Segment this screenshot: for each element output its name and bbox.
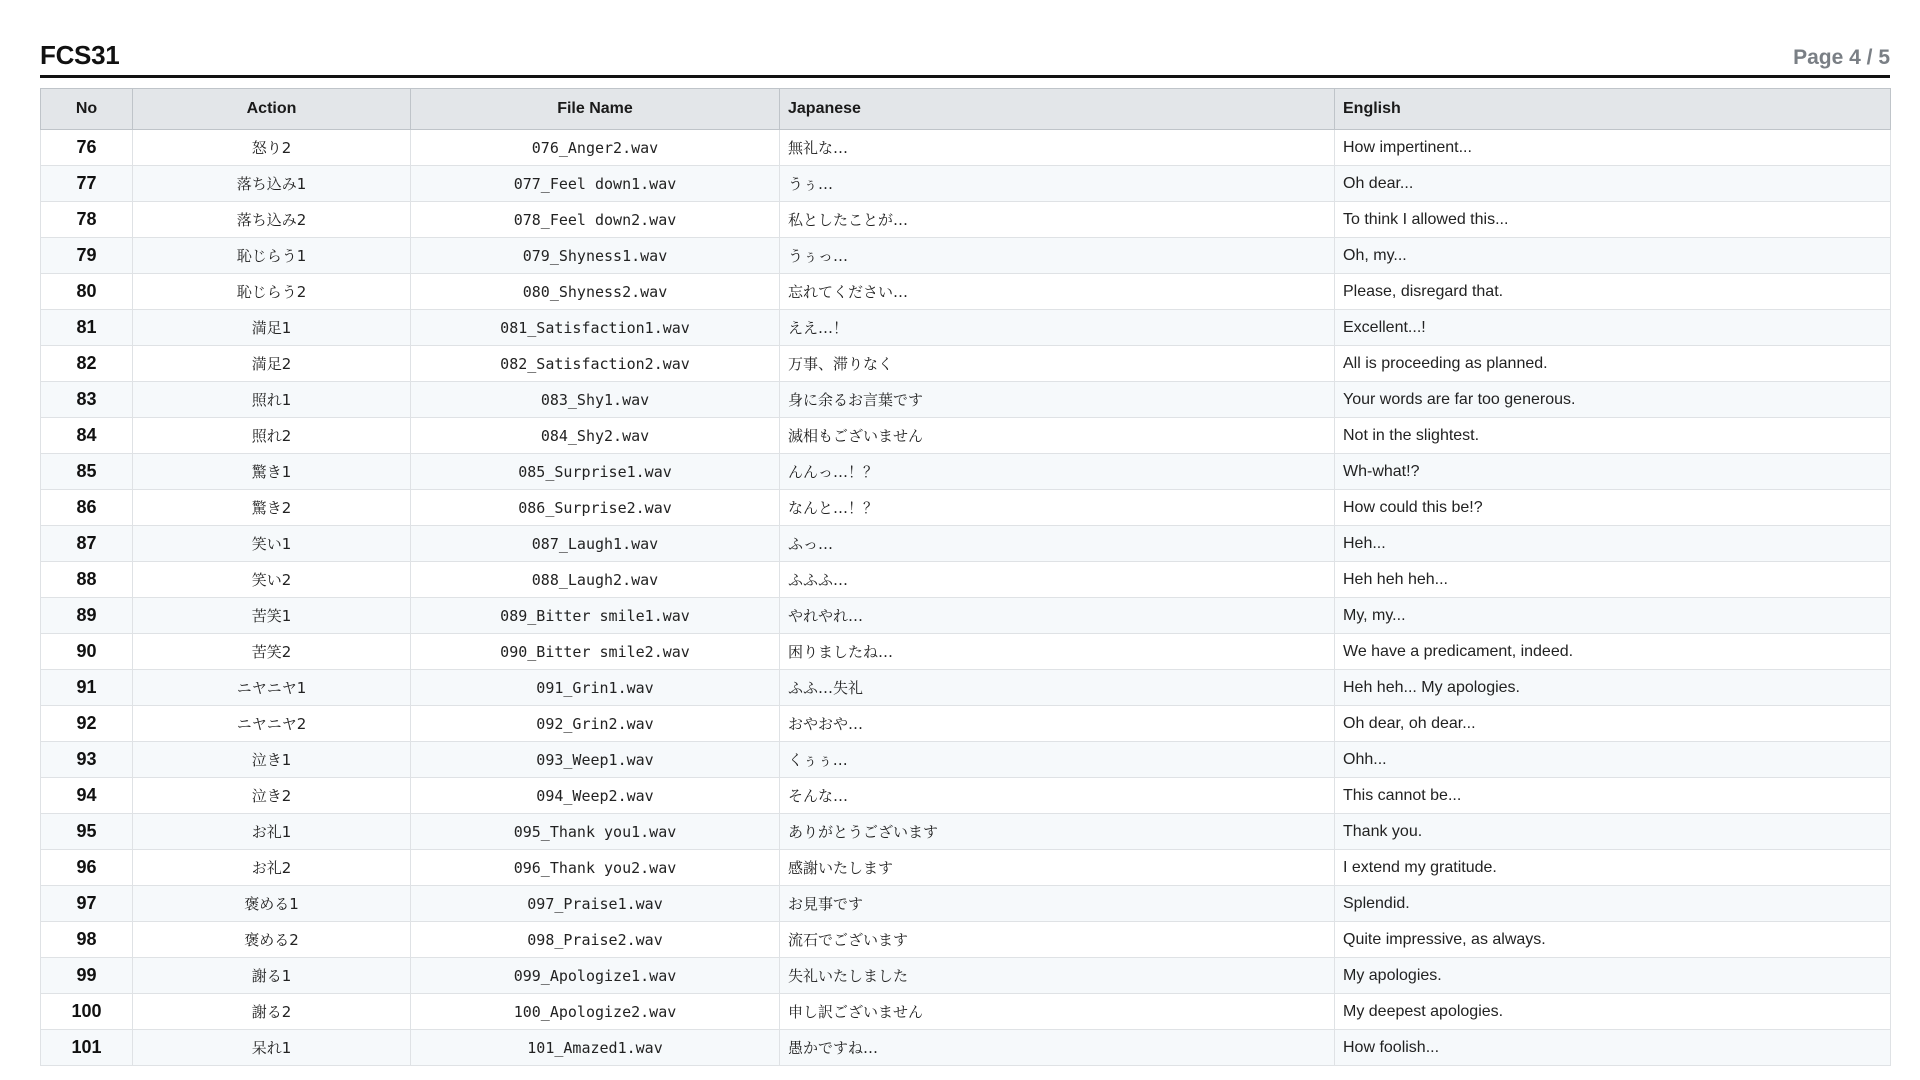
cell-english: My, my... bbox=[1335, 598, 1891, 634]
page-header bbox=[40, 38, 1890, 78]
table-row bbox=[41, 562, 1891, 598]
cell-japanese: おやおや… bbox=[780, 706, 1335, 742]
cell-no: 89 bbox=[41, 598, 133, 634]
cell-japanese: そんな… bbox=[780, 778, 1335, 814]
cell-action: 泣き1 bbox=[133, 742, 411, 778]
cell-file-name: 093_Weep1.wav bbox=[411, 742, 780, 778]
cell-action: 泣き2 bbox=[133, 778, 411, 814]
cell-english: Heh... bbox=[1335, 526, 1891, 562]
cell-no: 94 bbox=[41, 778, 133, 814]
cell-japanese: 忘れてください… bbox=[780, 274, 1335, 310]
cell-english: Excellent...! bbox=[1335, 310, 1891, 346]
column-header-no: No bbox=[41, 89, 133, 130]
cell-japanese: 無礼な… bbox=[780, 130, 1335, 166]
cell-japanese: なんと…！？ bbox=[780, 490, 1335, 526]
cell-no: 82 bbox=[41, 346, 133, 382]
cell-action: 謝る1 bbox=[133, 958, 411, 994]
table-row bbox=[41, 202, 1891, 238]
cell-english: Quite impressive, as always. bbox=[1335, 922, 1891, 958]
cell-no: 92 bbox=[41, 706, 133, 742]
cell-english: Heh heh heh... bbox=[1335, 562, 1891, 598]
cell-no: 84 bbox=[41, 418, 133, 454]
cell-no: 95 bbox=[41, 814, 133, 850]
cell-no: 79 bbox=[41, 238, 133, 274]
cell-english: Not in the slightest. bbox=[1335, 418, 1891, 454]
cell-no: 93 bbox=[41, 742, 133, 778]
cell-english: Thank you. bbox=[1335, 814, 1891, 850]
cell-japanese: ふっ… bbox=[780, 526, 1335, 562]
cell-file-name: 097_Praise1.wav bbox=[411, 886, 780, 922]
cell-japanese: 滅相もございません bbox=[780, 418, 1335, 454]
cell-japanese: 私としたことが… bbox=[780, 202, 1335, 238]
cell-file-name: 095_Thank you1.wav bbox=[411, 814, 780, 850]
cell-action: 笑い2 bbox=[133, 562, 411, 598]
cell-file-name: 088_Laugh2.wav bbox=[411, 562, 780, 598]
cell-english: My deepest apologies. bbox=[1335, 994, 1891, 1030]
cell-japanese: んんっ…！？ bbox=[780, 454, 1335, 490]
cell-japanese: 失礼いたしました bbox=[780, 958, 1335, 994]
cell-japanese: 感謝いたします bbox=[780, 850, 1335, 886]
table-row bbox=[41, 922, 1891, 958]
cell-english: Splendid. bbox=[1335, 886, 1891, 922]
cell-english: Oh dear, oh dear... bbox=[1335, 706, 1891, 742]
cell-japanese: 身に余るお言葉です bbox=[780, 382, 1335, 418]
cell-file-name: 091_Grin1.wav bbox=[411, 670, 780, 706]
cell-file-name: 101_Amazed1.wav bbox=[411, 1030, 780, 1066]
table-row bbox=[41, 814, 1891, 850]
table-container bbox=[40, 88, 1890, 1066]
cell-action: 満足2 bbox=[133, 346, 411, 382]
cell-no: 100 bbox=[41, 994, 133, 1030]
table-row bbox=[41, 454, 1891, 490]
table-row bbox=[41, 778, 1891, 814]
cell-file-name: 085_Surprise1.wav bbox=[411, 454, 780, 490]
table-row bbox=[41, 346, 1891, 382]
cell-action: ニヤニヤ2 bbox=[133, 706, 411, 742]
table-row bbox=[41, 742, 1891, 778]
document-title: FCS31 bbox=[40, 40, 120, 70]
cell-file-name: 084_Shy2.wav bbox=[411, 418, 780, 454]
cell-english: Heh heh... My apologies. bbox=[1335, 670, 1891, 706]
cell-action: 褒める1 bbox=[133, 886, 411, 922]
cell-action: 照れ2 bbox=[133, 418, 411, 454]
cell-english: All is proceeding as planned. bbox=[1335, 346, 1891, 382]
cell-no: 78 bbox=[41, 202, 133, 238]
column-header-action: Action bbox=[133, 89, 411, 130]
cell-japanese: 困りましたね… bbox=[780, 634, 1335, 670]
cell-english: Wh-what!? bbox=[1335, 454, 1891, 490]
table-row bbox=[41, 418, 1891, 454]
table-row bbox=[41, 274, 1891, 310]
cell-japanese: 流石でございます bbox=[780, 922, 1335, 958]
cell-action: 恥じらう2 bbox=[133, 274, 411, 310]
cell-japanese: 愚かですね… bbox=[780, 1030, 1335, 1066]
cell-english: Your words are far too generous. bbox=[1335, 382, 1891, 418]
table-row bbox=[41, 994, 1891, 1030]
table-body bbox=[41, 130, 1891, 1066]
table-row bbox=[41, 130, 1891, 166]
cell-action: 驚き2 bbox=[133, 490, 411, 526]
document-page bbox=[40, 0, 1890, 1080]
cell-no: 86 bbox=[41, 490, 133, 526]
cell-file-name: 083_Shy1.wav bbox=[411, 382, 780, 418]
cell-no: 91 bbox=[41, 670, 133, 706]
cell-action: お礼1 bbox=[133, 814, 411, 850]
cell-no: 90 bbox=[41, 634, 133, 670]
page-indicator: Page 4 / 5 bbox=[1793, 46, 1890, 69]
table-row bbox=[41, 886, 1891, 922]
cell-japanese: 申し訳ございません bbox=[780, 994, 1335, 1030]
cell-japanese: お見事です bbox=[780, 886, 1335, 922]
cell-no: 101 bbox=[41, 1030, 133, 1066]
cell-japanese: うぅっ… bbox=[780, 238, 1335, 274]
table-row bbox=[41, 166, 1891, 202]
cell-japanese: ふふふ… bbox=[780, 562, 1335, 598]
table-row bbox=[41, 238, 1891, 274]
table-row bbox=[41, 382, 1891, 418]
cell-japanese: ありがとうございます bbox=[780, 814, 1335, 850]
cell-english: How could this be!? bbox=[1335, 490, 1891, 526]
table-row bbox=[41, 958, 1891, 994]
cell-english: Ohh... bbox=[1335, 742, 1891, 778]
table-row bbox=[41, 1030, 1891, 1066]
cell-action: 呆れ1 bbox=[133, 1030, 411, 1066]
cell-japanese: くぅぅ… bbox=[780, 742, 1335, 778]
cell-action: 笑い1 bbox=[133, 526, 411, 562]
cell-file-name: 100_Apologize2.wav bbox=[411, 994, 780, 1030]
cell-japanese: やれやれ… bbox=[780, 598, 1335, 634]
cell-action: 驚き1 bbox=[133, 454, 411, 490]
cell-action: 照れ1 bbox=[133, 382, 411, 418]
cell-japanese: ええ…！ bbox=[780, 310, 1335, 346]
cell-file-name: 082_Satisfaction2.wav bbox=[411, 346, 780, 382]
table-row bbox=[41, 706, 1891, 742]
cell-japanese: 万事、滞りなく bbox=[780, 346, 1335, 382]
cell-file-name: 092_Grin2.wav bbox=[411, 706, 780, 742]
cell-action: 怒り2 bbox=[133, 130, 411, 166]
cell-file-name: 087_Laugh1.wav bbox=[411, 526, 780, 562]
cell-file-name: 081_Satisfaction1.wav bbox=[411, 310, 780, 346]
cell-file-name: 080_Shyness2.wav bbox=[411, 274, 780, 310]
cell-japanese: ふふ…失礼 bbox=[780, 670, 1335, 706]
cell-no: 97 bbox=[41, 886, 133, 922]
cell-english: This cannot be... bbox=[1335, 778, 1891, 814]
table-row bbox=[41, 526, 1891, 562]
cell-file-name: 098_Praise2.wav bbox=[411, 922, 780, 958]
cell-file-name: 090_Bitter smile2.wav bbox=[411, 634, 780, 670]
cell-action: お礼2 bbox=[133, 850, 411, 886]
cell-no: 80 bbox=[41, 274, 133, 310]
cell-no: 99 bbox=[41, 958, 133, 994]
cell-file-name: 086_Surprise2.wav bbox=[411, 490, 780, 526]
cell-file-name: 078_Feel down2.wav bbox=[411, 202, 780, 238]
cell-japanese: うぅ… bbox=[780, 166, 1335, 202]
cell-no: 98 bbox=[41, 922, 133, 958]
cell-action: ニヤニヤ1 bbox=[133, 670, 411, 706]
cell-action: 苦笑2 bbox=[133, 634, 411, 670]
cell-no: 88 bbox=[41, 562, 133, 598]
cell-english: We have a predicament, indeed. bbox=[1335, 634, 1891, 670]
table-row bbox=[41, 490, 1891, 526]
cell-no: 85 bbox=[41, 454, 133, 490]
cell-english: How foolish... bbox=[1335, 1030, 1891, 1066]
cell-action: 落ち込み1 bbox=[133, 166, 411, 202]
cell-action: 苦笑1 bbox=[133, 598, 411, 634]
table-row bbox=[41, 598, 1891, 634]
cell-file-name: 089_Bitter smile1.wav bbox=[411, 598, 780, 634]
column-header-japanese: Japanese bbox=[780, 89, 1335, 130]
column-header-file-name: File Name bbox=[411, 89, 780, 130]
cell-file-name: 076_Anger2.wav bbox=[411, 130, 780, 166]
cell-no: 87 bbox=[41, 526, 133, 562]
cell-action: 恥じらう1 bbox=[133, 238, 411, 274]
cell-english: Oh dear... bbox=[1335, 166, 1891, 202]
cell-no: 96 bbox=[41, 850, 133, 886]
cell-action: 満足1 bbox=[133, 310, 411, 346]
table-row bbox=[41, 310, 1891, 346]
cell-action: 褒める2 bbox=[133, 922, 411, 958]
cell-english: My apologies. bbox=[1335, 958, 1891, 994]
cell-english: How impertinent... bbox=[1335, 130, 1891, 166]
table-row bbox=[41, 634, 1891, 670]
table-row bbox=[41, 670, 1891, 706]
cell-file-name: 079_Shyness1.wav bbox=[411, 238, 780, 274]
voice-lines-table bbox=[40, 88, 1891, 1066]
cell-no: 81 bbox=[41, 310, 133, 346]
cell-action: 謝る2 bbox=[133, 994, 411, 1030]
table-header-row bbox=[41, 89, 1891, 130]
cell-no: 77 bbox=[41, 166, 133, 202]
cell-file-name: 077_Feel down1.wav bbox=[411, 166, 780, 202]
cell-english: I extend my gratitude. bbox=[1335, 850, 1891, 886]
column-header-english: English bbox=[1335, 89, 1891, 130]
cell-no: 76 bbox=[41, 130, 133, 166]
table-row bbox=[41, 850, 1891, 886]
cell-file-name: 096_Thank you2.wav bbox=[411, 850, 780, 886]
cell-english: Oh, my... bbox=[1335, 238, 1891, 274]
cell-english: To think I allowed this... bbox=[1335, 202, 1891, 238]
cell-file-name: 099_Apologize1.wav bbox=[411, 958, 780, 994]
cell-action: 落ち込み2 bbox=[133, 202, 411, 238]
cell-english: Please, disregard that. bbox=[1335, 274, 1891, 310]
cell-no: 83 bbox=[41, 382, 133, 418]
cell-file-name: 094_Weep2.wav bbox=[411, 778, 780, 814]
